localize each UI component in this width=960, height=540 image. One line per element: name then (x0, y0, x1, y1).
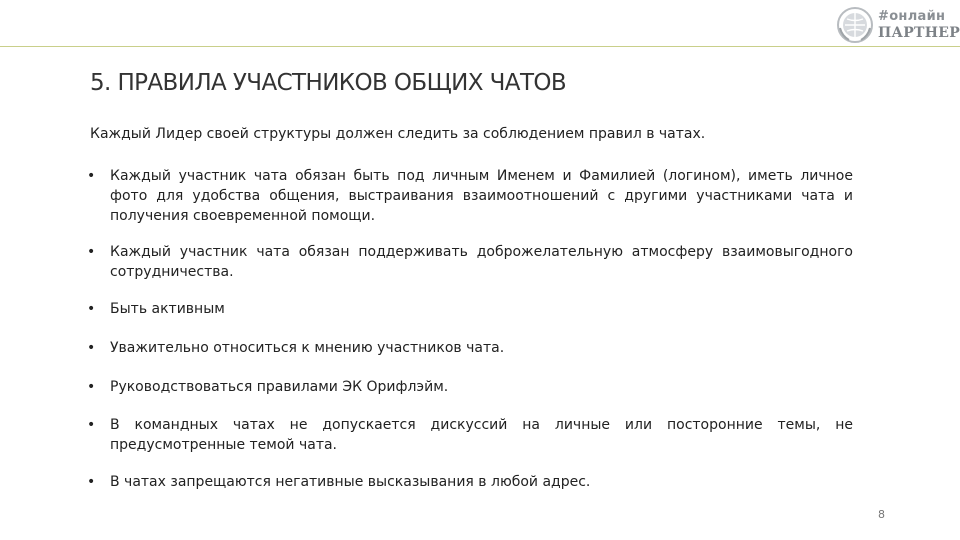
bullet-icon: • (87, 168, 96, 184)
rule-text: Каждый участник чата обязан поддерживать доброжелательную атмосферу взаимовыгодного сотрудничества. (110, 244, 853, 280)
list-item (87, 299, 853, 319)
bullet-icon: • (87, 244, 96, 260)
rule-text: Быть активным (110, 301, 225, 317)
bullet-icon: • (87, 417, 96, 433)
list-item (87, 377, 853, 397)
intro-text: Каждый Лидер своей структуры должен следить за соблюдением правил в чатах. (90, 126, 706, 142)
list-item (87, 338, 853, 358)
list-item (87, 472, 853, 492)
list-item (87, 415, 853, 455)
rule-text: Уважительно относиться к мнению участников чата. (110, 340, 505, 356)
logo-text-top: #онлайн (878, 9, 946, 24)
rule-text: Руководствоваться правилами ЭК Орифлэйм. (110, 379, 449, 395)
globe-wreath-icon (836, 6, 874, 44)
page-title: 5. ПРАВИЛА УЧАСТНИКОВ ОБЩИХ ЧАТОВ (90, 70, 567, 96)
logo-text-bottom: ПАРТНЕР (878, 25, 960, 41)
rule-text: В чатах запрещаются негативные высказывания в любой адрес. (110, 474, 591, 490)
list-item (87, 166, 853, 226)
bullet-icon: • (87, 474, 96, 490)
bullet-icon: • (87, 379, 96, 395)
header-divider (0, 46, 960, 47)
list-item (87, 242, 853, 282)
page-number: 8 (878, 508, 885, 521)
logo (836, 6, 960, 44)
bullet-icon: • (87, 301, 96, 317)
bullet-icon: • (87, 340, 96, 356)
rule-text: Каждый участник чата обязан быть под личным Именем и Фамилией (логином), иметь личное фото для удобства общения, выстраивания взаимоотношений с другими участниками чата и получения своевременной помощи. (110, 168, 853, 224)
rule-text: В командных чатах не допускается дискуссий на личные или посторонние темы, не предусмотренные темой чата. (110, 417, 853, 453)
